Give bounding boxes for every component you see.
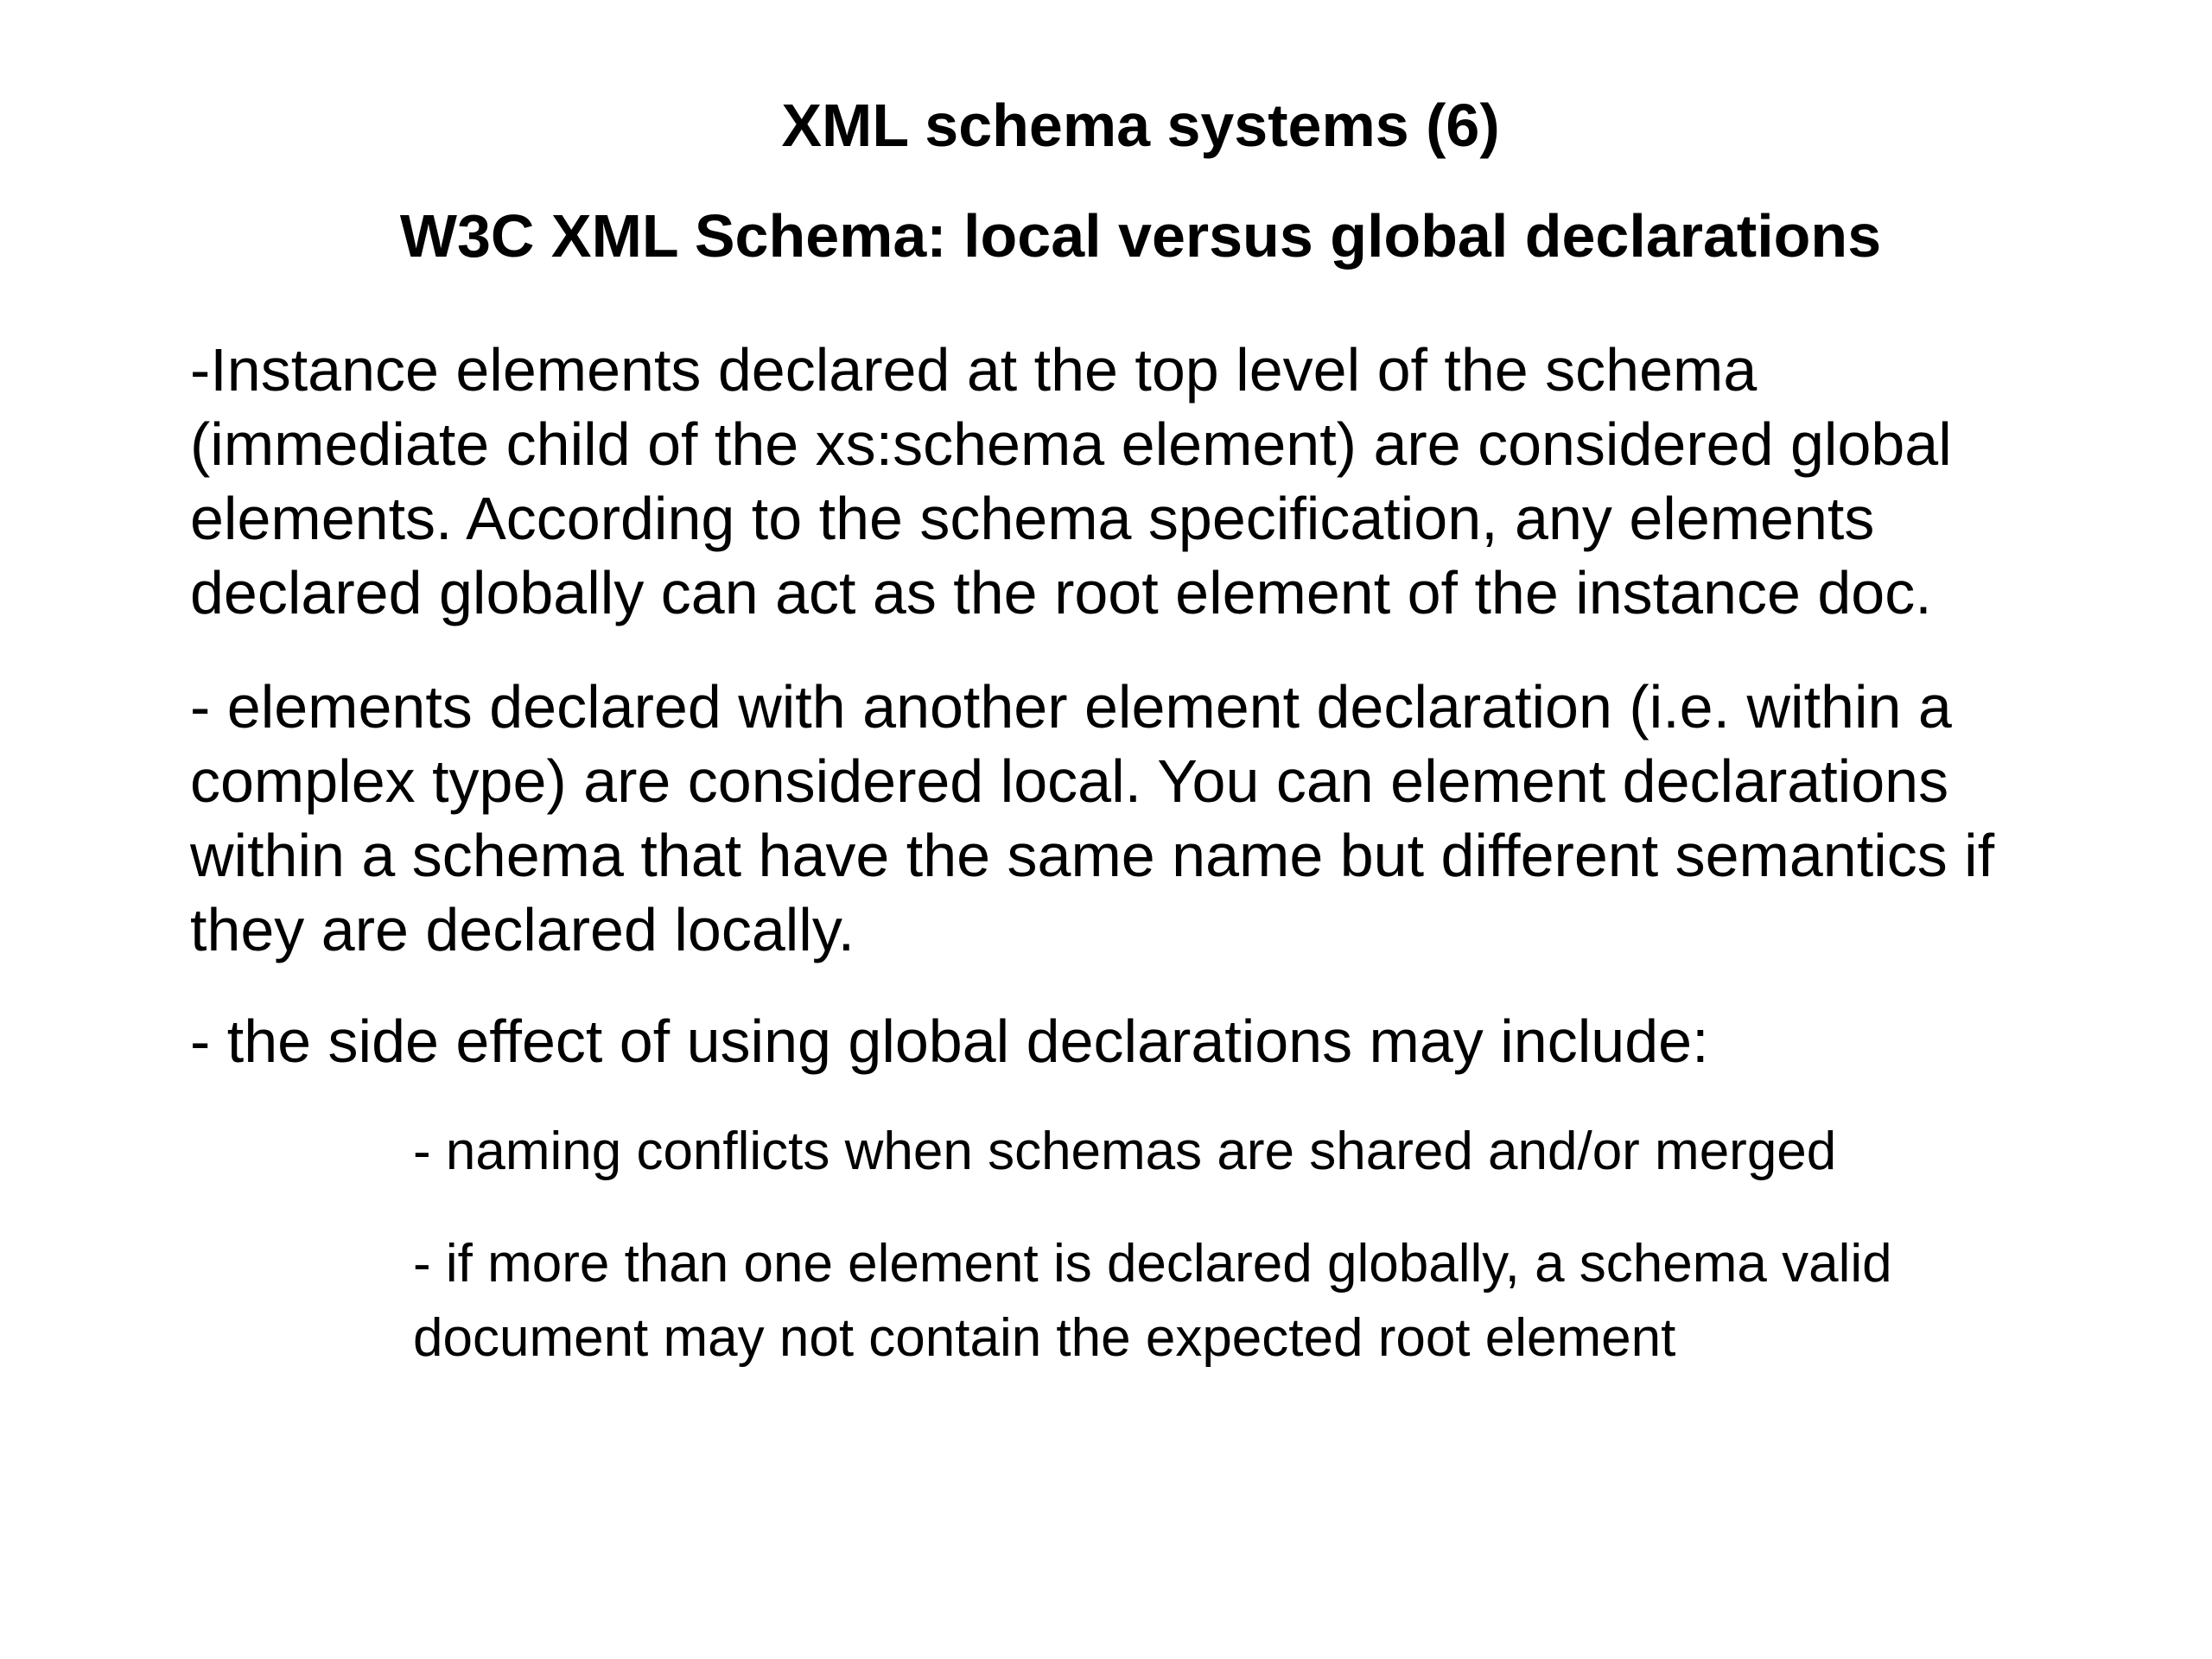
sub-item-root-element: - if more than one element is declared globally, a schema valid document may not contain the expected root element: [413, 1234, 1892, 1368]
paragraph-side-effects: - the side effect of using global declarations may include:: [190, 1007, 1709, 1075]
slide-title: XML schema systems (6): [781, 92, 1500, 159]
slide-subtitle: W3C XML Schema: local versus global declarations: [399, 202, 1882, 270]
sub-item-naming-conflicts: - naming conflicts when schemas are shared and/or merged: [413, 1122, 1837, 1181]
paragraph-global-elements: -Instance elements declared at the top level of the schema (immediate child of the xs:schema element) are considered global elements. According to the schema specification, any elements declared globally can act as the root element of the instance doc.: [190, 336, 1952, 626]
paragraph-local-elements: - elements declared with another element declaration (i.e. within a complex type) are considered local. You can element declarations within a schema that have the same name but different semantics if they are declared locally.: [190, 673, 1995, 963]
